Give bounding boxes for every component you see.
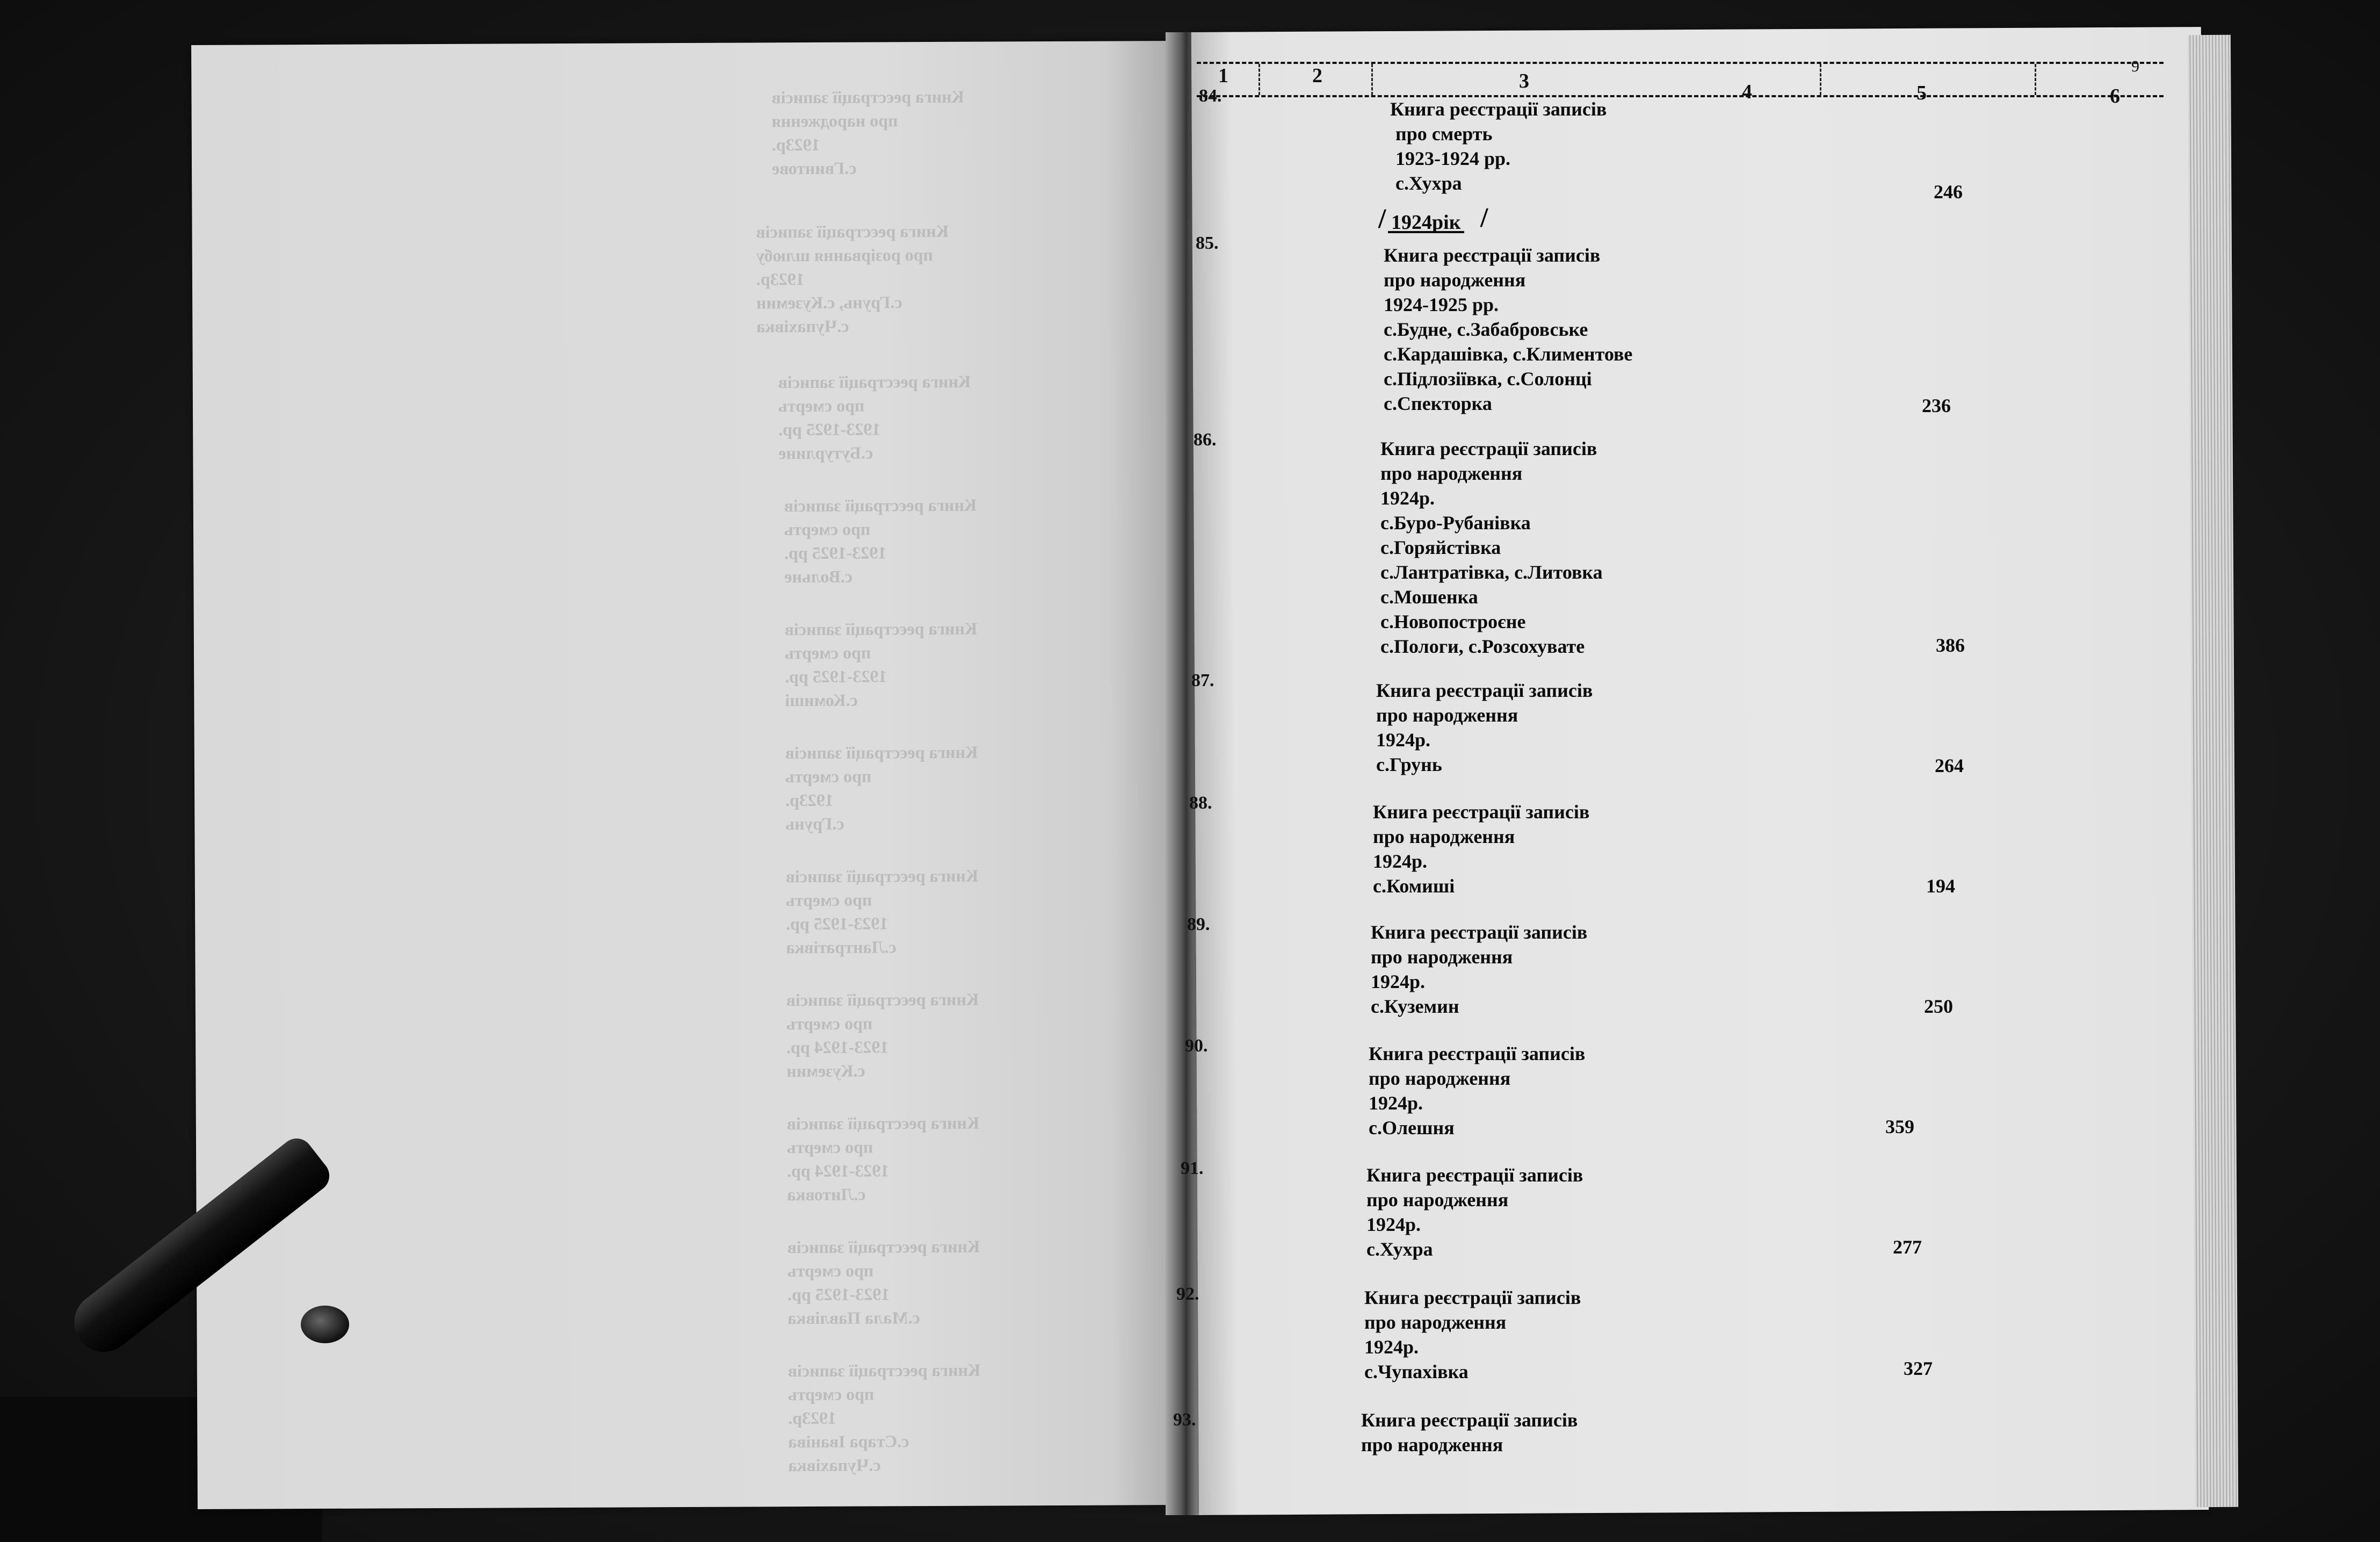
entry-count: 194 [1926,875,1955,897]
entry-line: 1924р. [1371,971,1426,992]
entry-line: Книга реєстрації записів [1369,1043,1586,1064]
entry-line: Книга реєстрації записів [1376,680,1593,701]
entry-number: 93. [1173,1410,1196,1430]
column-divider [2035,64,2036,95]
show-through-text: Книга реєстрації записів про розірвання шлюбу 1923р. с.Грунь, с.Куземин с.Чупахівка [756,221,949,336]
entry-line: про народження [1361,1434,1503,1455]
entry-description [1384,243,1632,416]
entry-number: 88. [1189,793,1212,813]
entry-description [1380,436,1603,659]
slash-mark: / [1378,204,1386,234]
column-divider [1371,64,1373,95]
entry-line: Книга реєстрації записів [1366,1164,1583,1186]
entry-line: с.Олешня [1369,1117,1455,1139]
left-page [191,41,1181,1509]
entry-line: про народження [1380,463,1523,484]
show-through-text: Книга реєстрації записів про смерть 1923-1925 рр. с.Мала Павлівка [787,1236,980,1328]
entry-description [1364,1285,1581,1384]
entry-line: с.Новопостроєне [1380,611,1526,632]
entry-line: 1924-1925 рр. [1384,294,1499,315]
entry-line: с.Підлозіївка, с.Солонці [1384,368,1592,390]
entry-description [1361,1408,1578,1457]
pen-tip-icon [301,1306,349,1343]
show-through-text: Книга реєстрації записів про народження 1923р. с.Гвинтове [771,87,965,178]
entry-line: 1924р. [1366,1214,1421,1235]
entry-description [1390,97,1607,196]
entry-count: 250 [1924,996,1953,1017]
show-through-text: Книга реєстрації записів про смерть 1923р. с.Стара Іваніва с.Чупахівка [787,1360,981,1475]
entry-count: 327 [1904,1358,1933,1379]
entry-count: 277 [1893,1236,1922,1258]
column-header-3: 3 [1519,70,1529,92]
entry-count: 236 [1922,395,1951,416]
slash-mark: / [1480,203,1488,233]
entry-number: 85. [1196,233,1219,253]
entry-line: про смерть [1395,123,1493,145]
entry-count: 359 [1885,1116,1914,1137]
entry-line: 1923-1924 рр. [1395,148,1511,169]
corner-page-number: 9 [2131,57,2139,75]
entry-number: 87. [1191,671,1214,690]
entry-description [1376,678,1593,777]
entry-line: про народження [1364,1312,1507,1333]
entry-line: с.Грунь [1376,754,1442,775]
entry-line: про народження [1371,946,1513,968]
entry-line: про народження [1376,704,1518,726]
entry-line: про народження [1369,1068,1511,1089]
entry-line: с.Буро-Рубанівка [1380,512,1531,534]
entry-line: с.Мошенка [1380,586,1478,608]
entry-number: 91. [1181,1158,1204,1178]
entry-line: с.Хухра [1395,172,1462,194]
entry-line: 1924р. [1376,729,1431,751]
entry-line: с.Пологи, с.Розсохувате [1380,636,1585,657]
show-through-text: Книга реєстрації записів про смерть 1923-1925 рр. с.Комиші [784,618,978,710]
entry-line: про народження [1373,826,1515,847]
show-through-text: Книга реєстрації записів про смерть 1923-1924 рр. с.Литовка [786,1113,980,1205]
entry-number: 86. [1193,430,1217,450]
column-header-2: 2 [1312,64,1322,87]
year-heading: 1924рік [1391,211,1461,234]
column-divider [1820,64,1821,95]
column-header-5: 5 [1916,82,1927,104]
column-header-6: 6 [2110,85,2120,107]
table-header-row [1197,57,2164,107]
show-through-text: Книга реєстрації записів про смерть 1923р. с.Грунь [785,742,978,834]
entry-line: с.Хухра [1366,1238,1433,1260]
entry-number: 92. [1176,1284,1199,1304]
entry-line: Книга реєстрації записів [1380,438,1597,459]
entry-line: Книга реєстрації записів [1373,801,1590,823]
entry-description [1371,920,1587,1019]
entry-line: Книга реєстрації записів [1390,98,1607,120]
entry-line: с.Чупахівка [1364,1361,1468,1382]
column-divider [1258,64,1260,95]
entry-line: 1924р. [1364,1336,1419,1358]
entry-line: 1924р. [1369,1092,1423,1114]
entry-line: с.Спекторка [1384,393,1492,414]
show-through-text: Книга реєстрації записів про смерть 1923-1925 рр. с.Вольне [784,495,977,587]
show-through-text: Книга реєстрації записів про смерть 1923-1925 рр. с.Лантратівка [785,866,979,957]
right-page [1191,27,2209,1515]
show-through-text: Книга реєстрації записів про смерть 1923-1925 рр. с.Бутурлине [778,371,971,463]
column-header-4: 4 [1742,81,1752,103]
entry-line: Книга реєстрації записів [1384,244,1601,266]
entry-count: 264 [1935,755,1964,776]
entry-line: про народження [1384,269,1526,291]
entry-line: Книга реєстрації записів [1361,1409,1578,1431]
page-edges [2188,35,2238,1507]
column-header-1: 1 [1218,64,1228,87]
entry-line: Книга реєстрації записів [1364,1287,1581,1308]
entry-description [1366,1163,1583,1262]
entry-line: с.Лантратівка, с.Литовка [1380,561,1603,583]
entry-count: 386 [1936,635,1965,656]
entry-number: 90. [1185,1036,1208,1056]
entry-count: 246 [1934,181,1963,203]
entry-line: 1924р. [1380,487,1435,509]
entry-number: 89. [1187,914,1210,934]
entry-line: с.Кардашівка, с.Климентове [1384,343,1633,365]
entry-line: с.Горяйстівка [1380,537,1501,558]
entry-line: с.Куземин [1371,996,1459,1017]
entry-number: 84. [1199,86,1222,106]
entry-description [1369,1041,1585,1140]
show-through-text: Книга реєстрації записів про смерть 1923-1924 рр. с.Куземин [786,989,979,1081]
entry-line: с.Будне, с.Забабровське [1384,319,1588,340]
entry-line: Книга реєстрації записів [1371,921,1588,943]
entry-line: 1924р. [1373,851,1428,872]
entry-line: про народження [1366,1189,1509,1210]
entry-description [1373,799,1589,898]
entry-line: с.Комиші [1373,875,1455,897]
